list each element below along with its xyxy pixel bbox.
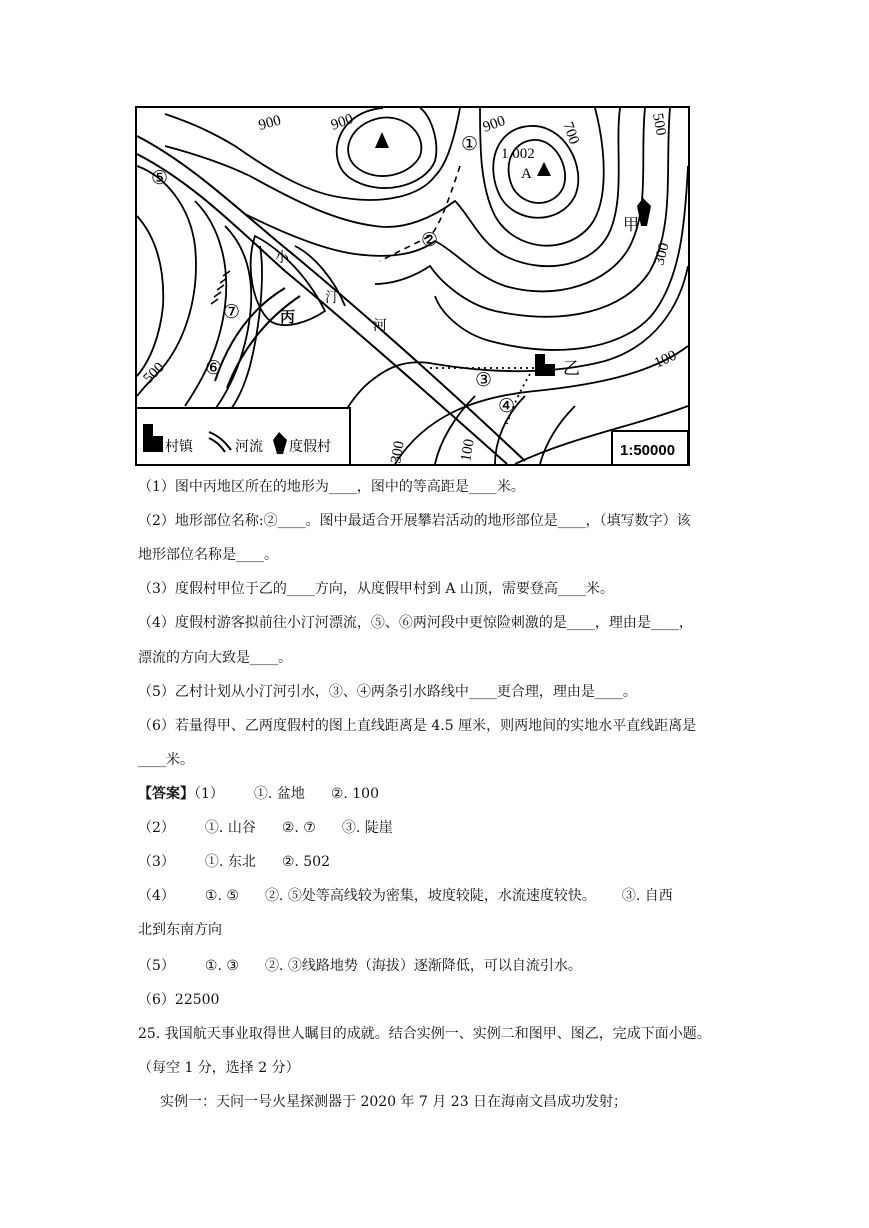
answer-5-item-2: ②. ③线路地势（海拔）逐渐降低，可以自流引水。 — [264, 958, 582, 974]
legend-resort: 度假村 — [289, 440, 331, 455]
answer-3-item-2: ②. 502 — [281, 854, 331, 870]
river-label-1: 小 — [275, 251, 289, 266]
answer-2-num: （2） — [138, 820, 175, 836]
answer-6: （6）22500 — [138, 992, 220, 1008]
answer-1-num: （1） — [194, 786, 224, 802]
marker-7: ⑦ — [223, 302, 241, 323]
contour-100-bottom: 100 — [458, 437, 478, 463]
answer-2-item-3: ③. 陡崖 — [341, 820, 393, 836]
legend-river: 河流 — [235, 440, 263, 455]
question-6-line-1: （6）若量得甲、乙两度假村的图上直线距离是 4.5 厘米，则两地间的实地水平直线距离是 — [138, 718, 697, 734]
contour-900-top: 900 — [328, 111, 356, 134]
bing-label: 丙 — [280, 310, 296, 326]
question-25-line-1: 25. 我国航天事业取得世人瞩目的成就。结合实例一、实例二和图甲、图乙，完成下面小题。 — [138, 1026, 711, 1042]
peak-letter-label: A — [521, 166, 532, 182]
answer-3-num: （3） — [138, 854, 175, 870]
contour-500-left: 500 — [140, 359, 168, 387]
marker-2: ② — [421, 230, 439, 251]
contour-300-bottom: 300 — [388, 439, 408, 465]
contour-map — [135, 106, 690, 466]
question-4-line-1: （4）度假村游客拟前往小汀河漂流，⑤、⑥两河段中更惊险刺激的是____，理由是____， — [138, 615, 693, 631]
marker-4: ④ — [498, 396, 516, 417]
answer-3 — [138, 852, 330, 872]
answer-1 — [138, 784, 379, 804]
question-6-line-2: ____米。 — [138, 752, 194, 768]
scale-label: 1:50000 — [620, 442, 676, 459]
legend — [136, 408, 350, 465]
question-2-line-2: 地形部位名称是____。 — [138, 547, 278, 563]
answer-1-item-2: ②. 100 — [330, 786, 380, 802]
answer-5 — [138, 956, 582, 976]
answer-2 — [138, 818, 393, 838]
answer-4-continued: 北到东南方向 — [138, 922, 222, 938]
yi-label: 乙 — [563, 359, 580, 378]
contour-500-right: 500 — [649, 111, 669, 137]
answer-5-item-1: ①. ③ — [204, 958, 239, 974]
scale-box — [612, 431, 688, 465]
river-label-3: 河 — [373, 319, 387, 334]
peak-height-label: 1 002 — [501, 146, 535, 162]
answer-4-item-3: ③. 自西 — [621, 888, 673, 904]
answer-5-num: （5） — [138, 958, 175, 974]
question-5: （5）乙村计划从小汀河引水，③、④两条引水路线中____更合理，理由是____。 — [138, 684, 637, 700]
question-3: （3）度假村甲位于乙的____方向，从度假甲村到 A 山顶，需要登高____米。 — [138, 581, 614, 597]
answer-4 — [138, 886, 673, 906]
answer-4-item-1: ①. ⑤ — [204, 888, 239, 904]
river-label-2: 汀 — [325, 291, 339, 306]
contour-300-right: 300 — [651, 241, 673, 268]
contour-100-right: 100 — [651, 347, 680, 372]
answer-3-item-1: ①. 东北 — [204, 854, 256, 870]
question-1: （1）图中丙地区所在的地形为____，图中的等高距是____米。 — [138, 479, 525, 495]
answer-tag: 【答案】 — [138, 786, 194, 802]
answer-4-item-2: ②. ⑤处等高线较为密集，坡度较陡，水流速度较快。 — [264, 888, 596, 904]
marker-5: ⑤ — [151, 168, 169, 189]
answer-1-item-1: ①. 盆地 — [253, 786, 305, 802]
answer-2-item-1: ①. 山谷 — [204, 820, 256, 836]
jia-label: 甲 — [623, 217, 640, 234]
legend-village: 村镇 — [165, 440, 193, 455]
marker-3: ③ — [475, 370, 493, 391]
contour-900-right: 900 — [480, 113, 508, 136]
question-4-line-2: 漂流的方向大致是____。 — [138, 650, 292, 666]
answer-4-num: （4） — [138, 888, 175, 904]
marker-6: ⑥ — [205, 358, 223, 379]
answer-2-item-2: ②. ⑦ — [281, 820, 316, 836]
marker-1: ① — [461, 134, 479, 155]
contour-700: 700 — [559, 119, 582, 147]
question-25-line-2: （每空 1 分，选择 2 分） — [138, 1060, 300, 1076]
contour-900-left: 900 — [256, 112, 283, 134]
question-2-line-1: （2）地形部位名称:②____。图中最适合开展攀岩活动的地形部位是____，（填写数字）该 — [138, 513, 691, 529]
example-1-text: 实例一：天问一号火星探测器于 2020 年 7 月 23 日在海南文昌成功发射； — [160, 1094, 628, 1110]
